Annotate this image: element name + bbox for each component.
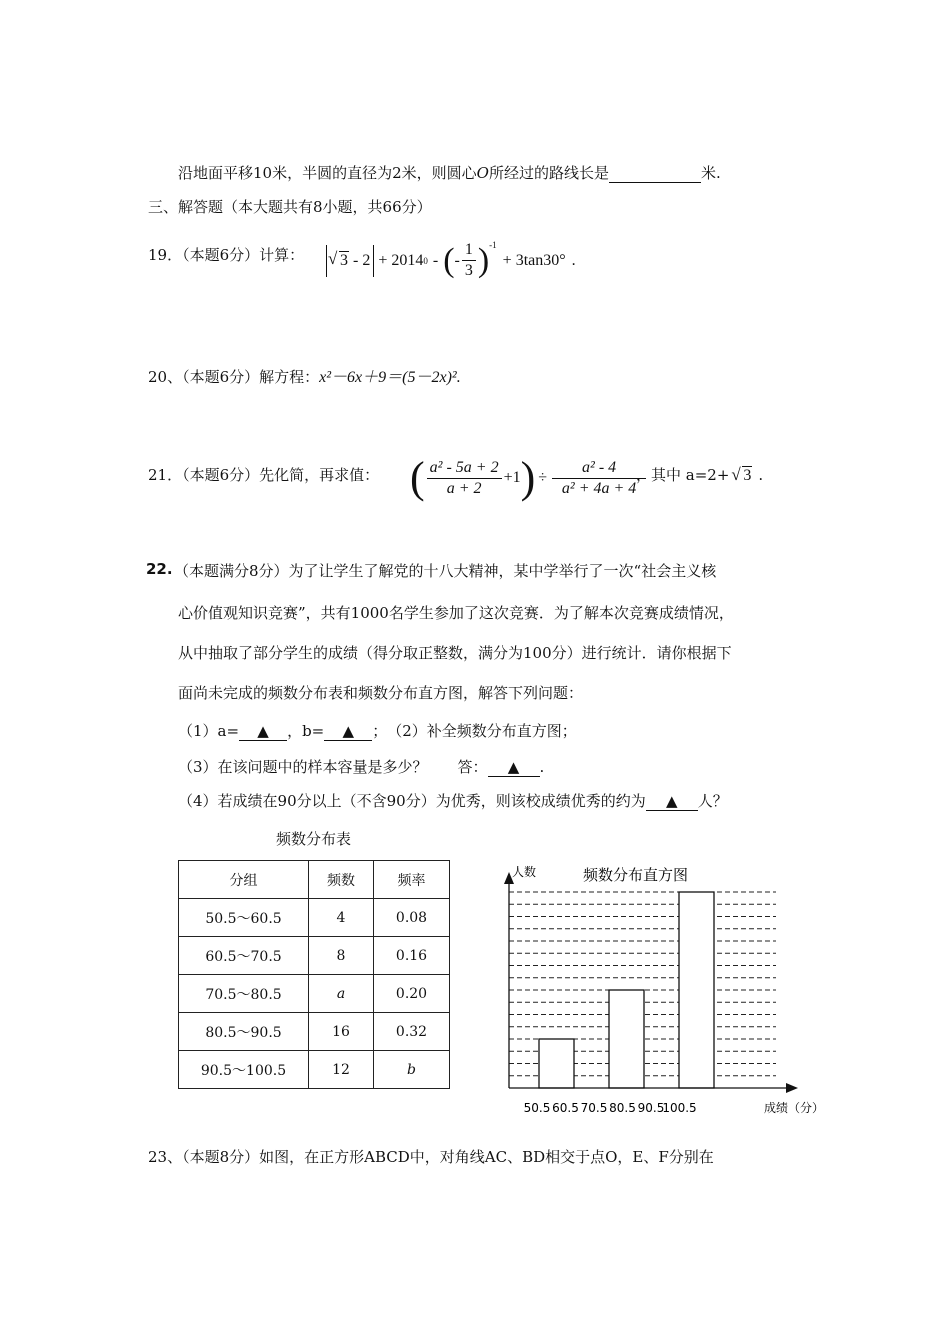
histogram-chart (480, 850, 840, 1120)
cell-rate: 0.20 (374, 975, 450, 1013)
q22-line4: 面尚未完成的频数分布表和频数分布直方图，解答下列问题： (178, 684, 584, 702)
table-row (179, 899, 450, 937)
cell-group: 90.5～100.5 (179, 1051, 309, 1089)
x-tick-label: 70.5 (580, 1101, 608, 1115)
q22-sub4: （4）若成绩在90分以上（不含90分）为优秀，则该校成绩优秀的约为 ▲ 人？ (178, 792, 728, 810)
q23-question: 23、（本题8分）如图，在正方形ABCD中，对角线AC、BD相交于点O，E、F分别在 (148, 1148, 714, 1166)
cell-frequency: a (309, 975, 374, 1013)
table-row (179, 1013, 450, 1051)
cell-frequency: 12 (309, 1051, 374, 1089)
cell-rate: b (374, 1051, 450, 1089)
header-frequency: 频数 (309, 861, 374, 899)
cell-group: 80.5～90.5 (179, 1013, 309, 1051)
cell-frequency: 4 (309, 899, 374, 937)
q21-expression: ( $\frac{\text{a² - 5a + 2}}{a + 2}$ +1 ) ÷ $\frac{\text{a² - 4}}{\text{a² + 4a + 4}}$ (410, 452, 648, 504)
q22-line3: 从中抽取了部分学生的成绩（得分取正整数，满分为100分）进行统计．请你根据下 (178, 644, 732, 662)
cell-frequency: 16 (309, 1013, 374, 1051)
x-tick-label: 60.5 (552, 1101, 579, 1115)
q22-line2: 心价值观知识竞赛”，共有1000名学生参加了这次竞赛．为了解本次竞赛成绩情况， (178, 604, 734, 622)
table-header-row (179, 861, 450, 899)
q20-question: 20、（本题6分）解方程：x²－6x＋9＝(5－2x)². (148, 368, 461, 386)
cell-rate: 0.16 (374, 937, 450, 975)
q21-prefix: 21．（本题6分）先化简，再求值： (148, 466, 380, 484)
table-row (179, 937, 450, 975)
chart-title: 频数分布直方图 (583, 866, 689, 884)
histogram-bar (539, 1039, 574, 1088)
histogram-bar (679, 892, 714, 1088)
cell-group: 70.5～80.5 (179, 975, 309, 1013)
histogram-bar (609, 990, 644, 1088)
q19-prefix: 19．（本题6分）计算： (148, 246, 305, 264)
q22-line1: （本题满分8分）为了让学生了解党的十八大精神，某中学举行了一次“社会主义核 (174, 562, 717, 580)
cell-rate: 0.32 (374, 1013, 450, 1051)
q19-expression: √ 3 - 2 + 2014 0 - ( - $\frac{1}{3}$ ) $^{-1}$ + 3tan30° . (326, 240, 576, 281)
q21-condition: ，其中 a=2+√ 3 . (636, 464, 763, 485)
y-axis-label: 人数 (512, 865, 537, 879)
x-axis-label: 成绩（分） (764, 1101, 825, 1115)
q22-sub3: （3）在该问题中的样本容量是多少？ 答： ▲ . (178, 758, 545, 776)
section-3-title: 三、解答题（本大题共有8小题，共66分） (148, 198, 432, 216)
header-rate: 频率 (374, 861, 450, 899)
header-group: 分组 (179, 861, 309, 899)
table-row (179, 1051, 450, 1089)
frequency-table (178, 860, 450, 1089)
x-axis-arrow (786, 1083, 798, 1093)
q18-continuation: 沿地面平移10米，半圆的直径为2米，则圆心O所经过的路线长是 米. (178, 164, 721, 182)
x-tick-label: 50.5 (523, 1101, 551, 1115)
cell-rate: 0.08 (374, 899, 450, 937)
cell-frequency: 8 (309, 937, 374, 975)
q22-sub1: （1）a= ▲ ，b= ▲ ； （2）补全频数分布直方图； (178, 722, 577, 740)
x-tick-label: 80.5 (609, 1101, 636, 1115)
table-row (179, 975, 450, 1013)
cell-group: 60.5～70.5 (179, 937, 309, 975)
cell-group: 50.5～60.5 (179, 899, 309, 937)
x-tick-label: 100.5 (662, 1101, 697, 1115)
table-title: 频数分布表 (276, 830, 352, 848)
q22-number: 22. (146, 560, 173, 578)
x-tick-label: 90.5 (637, 1101, 665, 1115)
